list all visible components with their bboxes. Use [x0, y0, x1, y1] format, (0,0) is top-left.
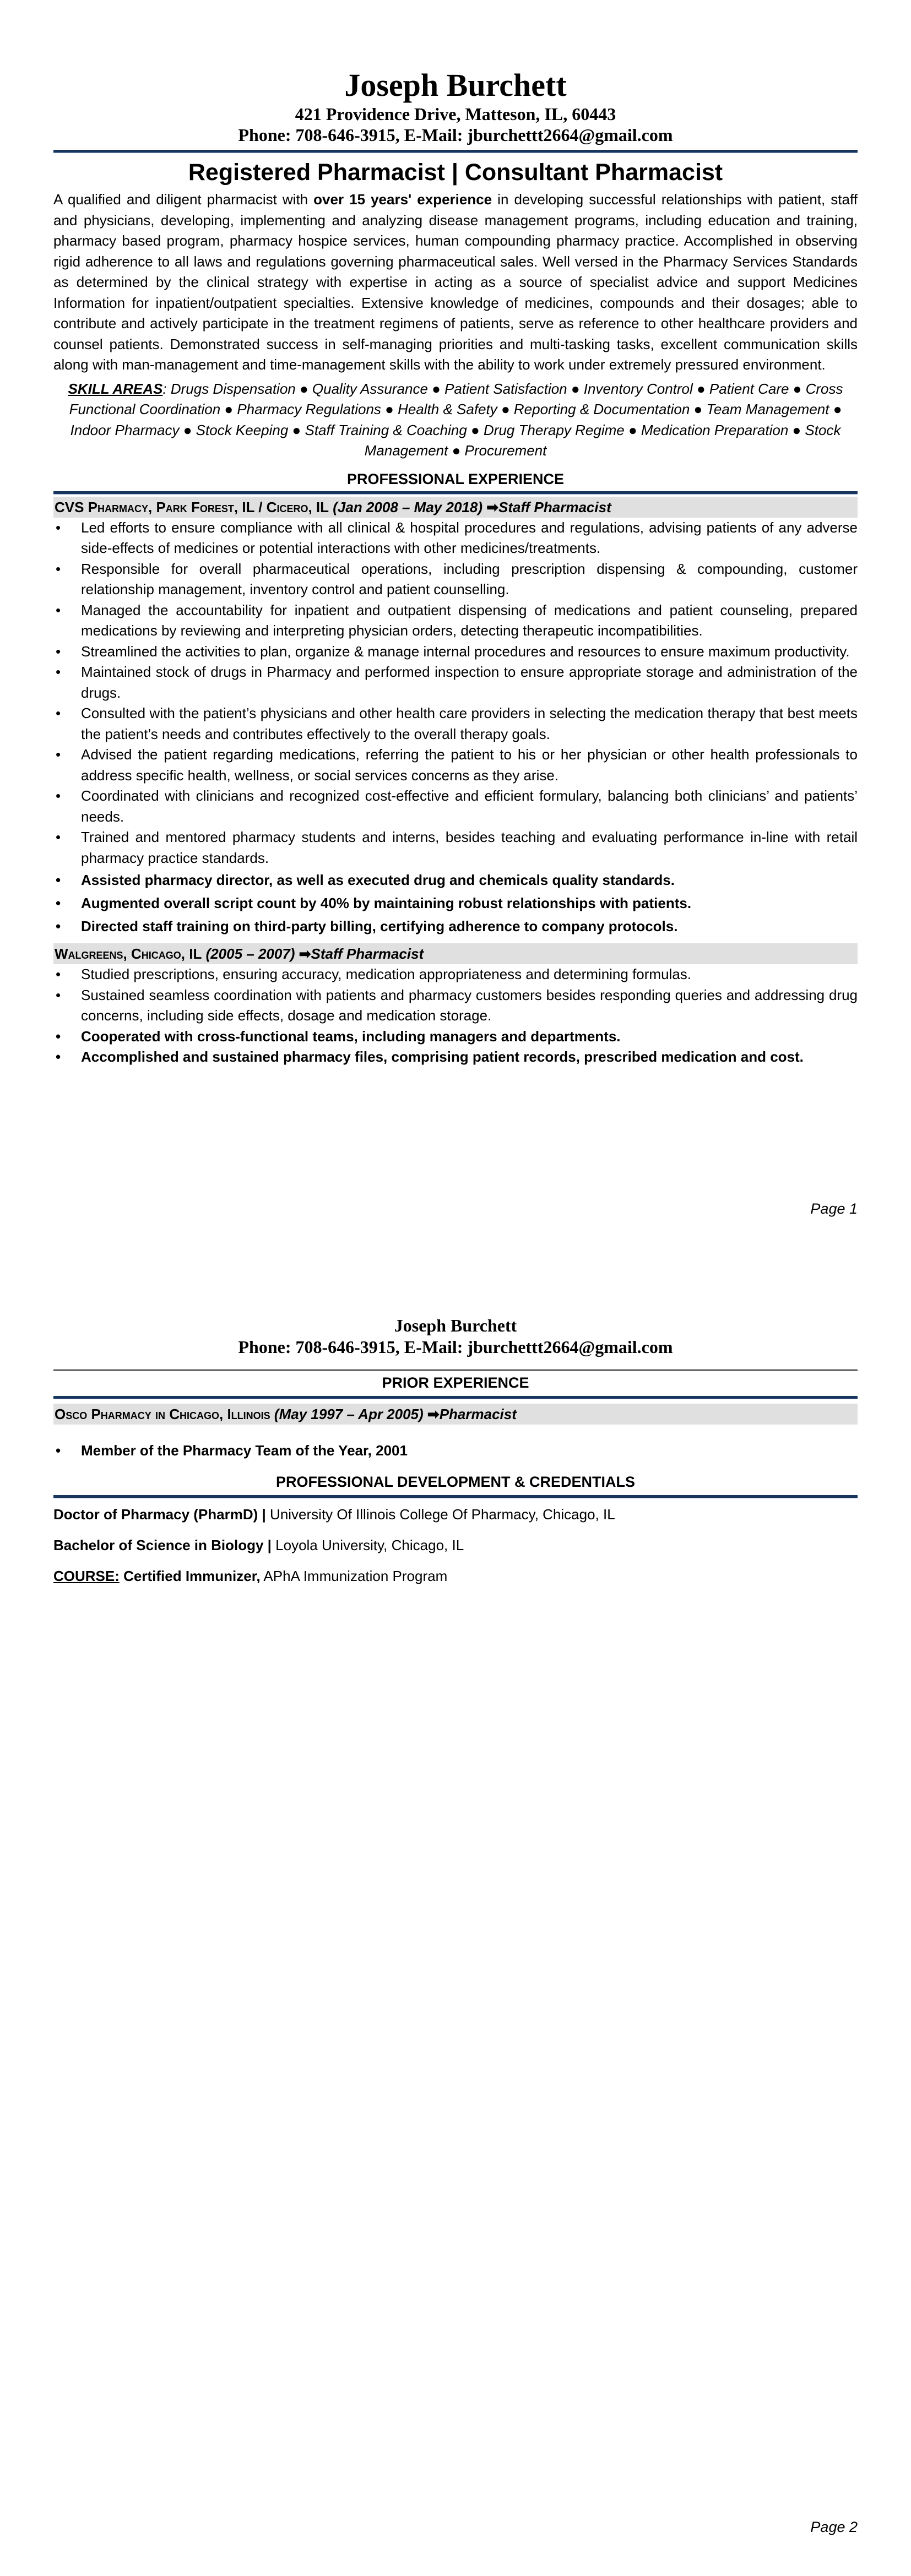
arrow-icon: ➡: [427, 1406, 440, 1422]
job-role: Pharmacist: [439, 1406, 517, 1422]
summary-text: A qualified and diligent pharmacist with: [53, 191, 314, 208]
candidate-contact: Phone: 708-646-3915, E-Mail: jburchettt2664@gmail.com: [238, 1337, 673, 1357]
header-divider: [53, 1369, 858, 1371]
job-header-osco: [53, 1404, 858, 1425]
list-item: • Maintained stock of drugs in Pharmacy and performed inspection to ensure appropriate storage and administration of the drugs.: [53, 662, 858, 703]
section-title-prior-experience: PRIOR EXPERIENCE: [382, 1374, 529, 1391]
page-number: Page 1: [810, 1200, 858, 1217]
job-dates: (Jan 2008 – May 2018): [333, 498, 482, 515]
job-role: Staff Pharmacist: [498, 498, 611, 515]
school: Loyola University, Chicago, IL: [271, 1537, 464, 1553]
achievement-item: • Member of the Pharmacy Team of the Year, 2001: [53, 1439, 858, 1462]
course-label: COURSE:: [53, 1568, 120, 1584]
list-item: • Sustained seamless coordination with patients and pharmacy customers besides responding queries and addressing drug concerns, including side effects, dosage and medication storage.: [53, 985, 858, 1026]
achievement-item: • Augmented overall script count by 40% by maintaining robust relationships with patients.: [53, 892, 858, 915]
section-divider: [53, 1495, 858, 1498]
job-dates: (2005 – 2007): [205, 945, 295, 962]
course-item: [53, 1567, 858, 1585]
company-name: Osco Pharmacy in Chicago, Illinois: [55, 1406, 270, 1422]
company-name: CVS Pharmacy, Park Forest, IL / Cicero, IL: [55, 498, 329, 515]
list-item: • Advised the patient regarding medications, referring the patient to his or her physician or other health professionals to address specific health, wellness, or social services concerns as they arise.: [53, 744, 858, 786]
school: University Of Illinois College Of Pharmacy, Chicago, IL: [265, 1506, 615, 1523]
section-divider: [53, 1396, 858, 1399]
summary-paragraph: [53, 189, 858, 376]
candidate-address: 421 Providence Drive, Matteson, IL, 60443: [295, 104, 616, 124]
achievement-item: • Accomplished and sustained pharmacy files, comprising patient records, prescribed medication and cost.: [53, 1047, 858, 1068]
list-item: • Consulted with the patient’s physicians and other health care providers in selecting the medication therapy that best meets the patient’s needs and contributes effectively to the overall therapy goals.: [53, 703, 858, 744]
arrow-icon: ➡: [299, 945, 311, 962]
resume-page-2: [0, 1288, 911, 2576]
candidate-contact: Phone: 708-646-3915, E-Mail: jburchettt2664@gmail.com: [238, 125, 673, 145]
job-dates: (May 1997 – Apr 2005): [274, 1406, 424, 1422]
section-title-experience: PROFESSIONAL EXPERIENCE: [346, 470, 565, 487]
degree: Bachelor of Science in Biology |: [53, 1537, 272, 1553]
job-role: Staff Pharmacist: [311, 945, 424, 962]
list-item: • Led efforts to ensure compliance with all clinical & hospital procedures and regulations, advising patients of any adverse side-effects of medicines or potential interactions with other medicines/treatments.: [53, 518, 858, 559]
course-provider: APhA Immunization Program: [260, 1568, 448, 1584]
list-item: • Streamlined the activities to plan, organize & manage internal procedures and resources to ensure maximum productivity.: [53, 642, 858, 662]
education-item: [53, 1505, 858, 1524]
job-bullets-walgreens: [53, 964, 858, 1068]
section-title-credentials: PROFESSIONAL DEVELOPMENT & CREDENTIALS: [275, 1474, 636, 1490]
job-bullets-osco: [53, 1439, 858, 1462]
list-item: • Managed the accountability for inpatient and outpatient dispensing of medications and patient counseling, prepared medications by reviewing and interpreting physician orders, detecting therapeutic incompatibilities.: [53, 600, 858, 642]
list-item: • Coordinated with clinicians and recognized cost-effective and efficient formulary, balancing both clinicians’ and patients’ needs.: [53, 786, 858, 827]
list-item: • Trained and mentored pharmacy students and interns, besides teaching and evaluating performance in-line with retail pharmacy practice standards.: [53, 827, 858, 868]
achievement-item: • Directed staff training on third-party billing, certifying adherence to company protocols.: [53, 915, 858, 938]
section-divider: [53, 491, 858, 494]
job-header-cvs: [53, 497, 858, 518]
company-name: Walgreens, Chicago, IL: [55, 945, 202, 962]
skill-areas-list: : Drugs Dispensation ● Quality Assurance ● Patient Satisfaction ● Inventory Control ● Patient Care ● Cross Functional Coordination ● Pharmacy Regulations ● Health & Safety ● Reporting & Documentation ● Team Management ● Indoor Pharmacy ● Stock Keeping ● Staff Training & Coaching ● Drug Therapy Regime ● Medication Preparation ● Stock Management ● Procurement: [69, 380, 843, 459]
education-item: [53, 1536, 858, 1555]
arrow-icon: ➡: [486, 498, 499, 515]
course-name: Certified Immunizer,: [119, 1568, 261, 1584]
list-item: • Studied prescriptions, ensuring accuracy, medication appropriateness and determining formulas.: [53, 964, 858, 985]
summary-highlight: over 15 years' experience: [313, 191, 492, 208]
job-header-walgreens: [53, 943, 858, 964]
candidate-name: Joseph Burchett: [344, 67, 567, 103]
list-item: • Responsible for overall pharmaceutical operations, including prescription dispensing & compounding, customer relationship management, inventory control and patient counselling.: [53, 559, 858, 600]
achievement-item: • Cooperated with cross-functional teams, including managers and departments.: [53, 1026, 858, 1047]
achievement-item: • Assisted pharmacy director, as well as executed drug and chemicals quality standards.: [53, 868, 858, 892]
degree: Doctor of Pharmacy (PharmD) |: [53, 1506, 266, 1523]
skill-areas: [53, 379, 858, 461]
candidate-name: Joseph Burchett: [394, 1316, 517, 1335]
header-divider: [53, 150, 858, 153]
summary-text: in developing successful relationships with patient, staff and physicians, developing, implementing and analyzing disease management programs, including education and training, pharmacy based program, pharmacy hospice services, human compounding pharmacy practice. Accomplished in observing rigid adherence to all laws and regulations governing pharmaceutical sales. Well versed in the Pharmacy Services Standards as determined by the clinical strategy with expertise in acting as a source of specialist advice and support Medicines Information for inpatient/outpatient specialties. Extensive knowledge of medicines, compounds and their dosages; able to contribute and actively participate in the treatment regimens of patients, serve as reference to other healthcare providers and counsel patients. Demonstrated success in self-managing priorities and multi-tasking tasks, excellent communication skills along with man-management and time-management skills with the ability to work under extremely pressured environment.: [53, 191, 858, 373]
skill-areas-label: SKILL AREAS: [68, 380, 163, 397]
headline: Registered Pharmacist | Consultant Pharmacist: [188, 159, 723, 186]
page-number: Page 2: [810, 2519, 858, 2535]
job-bullets-cvs: [53, 518, 858, 938]
